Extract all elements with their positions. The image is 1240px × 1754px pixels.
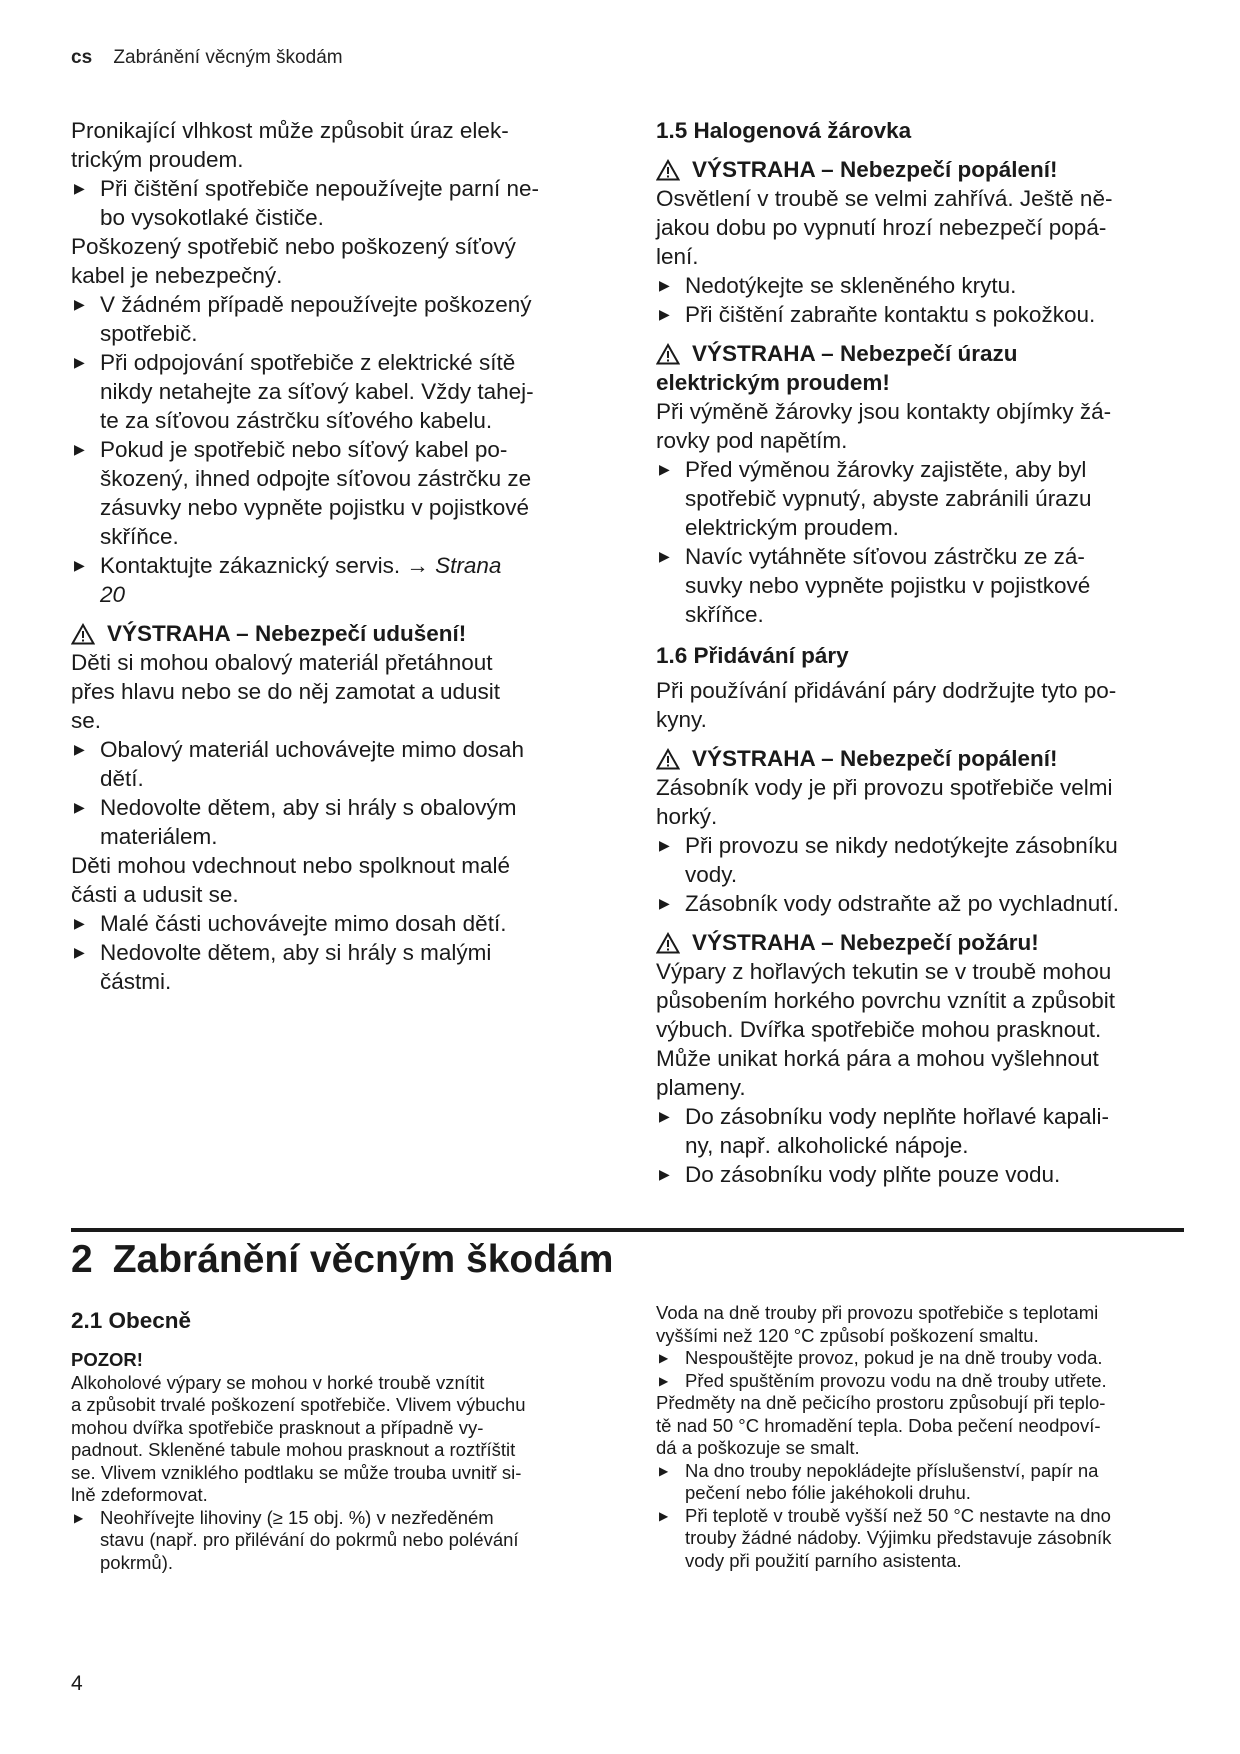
warning-triangle-icon [71,623,95,645]
paragraph: Voda na dně trouby při provozu spotřebiče s teplotami vyššími než 120 °C způsobí poškození smaltu. [656,1302,1099,1346]
caution-label: POZOR! [71,1349,143,1370]
paragraph: Při výměně žárovky jsou kontakty objímky žá- rovky pod napětím. [656,399,1112,453]
section-heading-1-5: 1.5 Halogenová žárovka [656,118,912,143]
list-item: ▶ Pokud je spotřebič nebo síťový kabel po- škozený, ihned odpojte síťovou zástrčku ze zásuvky nebo vypněte pojistku v pojistkové skříňce. [74,437,532,549]
right-column [656,116,1196,1189]
paragraph: Alkoholové výpary se mohou v horké troubě vznítit a způsobit trvalé poškození spotřebiče. Vlivem výbuchu mohou dvířka spotřebiče prasknout a případně vy- padnout. Skleněné tabule mohou prasknout a roztříštit se. Vlivem vzniklého podtlaku se může trouba uvnitř si- lně zdeformovat. [71,1371,526,1505]
chapter-number: 2 [71,1238,93,1281]
bullet-icon: ▶ [659,837,670,853]
chapter-title: Zabránění věcným škodám [112,1238,614,1281]
page-reference-link[interactable]: → Strana 20 [100,553,502,607]
bullet-icon: ▶ [74,741,85,757]
warning-heading: VÝSTRAHA – Nebezpečí popálení! [656,744,1196,773]
list-item: ▶ Před výměnou žárovky zajistěte, aby byl spotřebič vypnutý, abyste zabránili úrazu elektrickým proudem. [659,457,1092,540]
warning-triangle-icon [656,159,680,181]
paragraph: Osvětlení v troubě se velmi zahřívá. Ještě ně- jakou dobu po vypnutí hrozí nebezpečí popá- lení. [656,186,1113,269]
bullet-icon: ▶ [659,277,670,293]
paragraph: Děti mohou vdechnout nebo spolknout malé části a udusit se. [71,853,511,907]
bullet-icon: ▶ [74,296,85,312]
bullet-icon: ▶ [74,557,85,573]
bullet-icon: ▶ [659,1166,670,1182]
section2-left-column [71,1306,611,1574]
list-item: ▶ Před spuštěním provozu vodu na dně trouby utřete. [659,1369,1107,1391]
list-item: ▶ Nedovolte dětem, aby si hrály s obalovým materiálem. [74,795,517,849]
warning-heading: VÝSTRAHA – Nebezpečí požáru! [656,928,1196,957]
bullet-icon: ▶ [659,306,670,322]
bullet-icon: ▶ [74,915,85,931]
list-item: ▶ V žádném případě nepoužívejte poškozený spotřebič. [74,292,532,346]
paragraph: Děti si mohou obalový materiál přetáhnout přes hlavu nebo se do něj zamotat a udusit se. [71,650,501,733]
section-divider [71,1228,1184,1232]
list-item: ▶ Navíc vytáhněte síťovou zástrčku ze zá- suvky nebo vypněte pojistku v pojistkové skříňce. [659,544,1091,627]
list-item: ▶ Malé části uchovávejte mimo dosah dětí. [74,911,507,936]
section2-right-column [656,1302,1196,1572]
chapter-heading [71,1238,613,1282]
list-item: ▶ Na dno trouby nepokládejte příslušenství, papír na pečení nebo fólie jakéhokoli druhu. [659,1459,1099,1503]
warning-heading: VÝSTRAHA – Nebezpečí udušení! [71,619,611,648]
list-item: ▶ Při provozu se nikdy nedotýkejte zásobníku vody. [659,833,1118,887]
bullet-icon: ▶ [659,1373,669,1388]
bullet-icon: ▶ [74,354,85,370]
header-title: Zabránění věcným škodám [113,47,343,68]
page-number: 4 [71,1672,83,1695]
list-item: ▶ Nedovolte dětem, aby si hrály s malými částmi. [74,940,492,994]
section-heading-1-6: 1.6 Přidávání páry [656,643,849,668]
paragraph: Výpary z hořlavých tekutin se v troubě mohou působením horkého povrchu vznítit a způsobit výbuch. Dvířka spotřebiče mohou prasknout. Může unikat horká pára a mohou vyšlehnout plameny. [656,959,1116,1100]
warning-heading: VÝSTRAHA – Nebezpečí popálení! [656,155,1196,184]
bullet-icon: ▶ [659,461,670,477]
list-item: ▶ Kontaktujte zákaznický servis. → Strana 20 [74,553,502,607]
warning-triangle-icon [656,748,680,770]
list-item: ▶ Do zásobníku vody plňte pouze vodu. [659,1162,1061,1187]
list-item: ▶ Při čištění zabraňte kontaktu s pokožkou. [659,302,1096,327]
list-item: ▶ Do zásobníku vody neplňte hořlavé kapali- ny, např. alkoholické nápoje. [659,1104,1110,1158]
bullet-icon: ▶ [74,441,85,457]
bullet-icon: ▶ [74,944,85,960]
paragraph: Pronikající vlhkost může způsobit úraz elek- trickým proudem. [71,118,509,172]
warning-heading: VÝSTRAHA – Nebezpečí úrazu elektrickým proudem! [656,341,1018,395]
left-column [71,116,611,996]
bullet-icon: ▶ [659,1108,670,1124]
paragraph: Předměty na dně pečicího prostoru způsobují při teplo- tě nad 50 °C hromadění tepla. Doba pečení neodpoví- dá a poškozuje se smalt. [656,1392,1106,1458]
list-item: ▶ Při teplotě v troubě vyšší než 50 °C nestavte na dno trouby žádné nádoby. Výjimku představuje zásobník vody při použití parního asistenta. [659,1504,1112,1571]
language-code: cs [71,47,93,68]
warning-triangle-icon [656,343,680,365]
list-item: ▶ Obalový materiál uchovávejte mimo dosah dětí. [74,737,524,791]
paragraph: Při používání přidávání páry dodržujte tyto po- kyny. [656,678,1117,732]
bullet-icon: ▶ [74,180,85,196]
list-item: ▶ Zásobník vody odstraňte až po vychladnutí. [659,891,1120,916]
list-item: ▶ Při odpojování spotřebiče z elektrické sítě nikdy netahejte za síťový kabel. Vždy tahej- te za síťovou zástrčku síťového kabelu. [74,350,534,433]
bullet-icon: ▶ [659,1463,669,1478]
list-item: ▶ Nespouštějte provoz, pokud je na dně trouby voda. [659,1347,1103,1368]
bullet-icon: ▶ [659,1508,669,1523]
bullet-icon: ▶ [659,895,670,911]
section-heading-2-1: 2.1 Obecně [71,1308,192,1333]
list-item: ▶ Nedotýkejte se skleněného krytu. [659,273,1017,298]
bullet-icon: ▶ [74,1510,84,1525]
bullet-icon: ▶ [659,548,670,564]
bullet-icon: ▶ [659,1351,669,1365]
paragraph: Poškozený spotřebič nebo poškozený síťový kabel je nebezpečný. [71,234,516,288]
list-item: ▶ Při čištění spotřebiče nepoužívejte parní ne- bo vysokotlaké čističe. [74,176,539,230]
bullet-icon: ▶ [74,799,85,815]
paragraph: Zásobník vody je při provozu spotřebiče velmi horký. [656,775,1113,829]
warning-triangle-icon [656,932,680,954]
page-header [71,47,343,69]
list-item: ▶ Neohřívejte lihoviny (≥ 15 obj. %) v nezředěném stavu (např. pro přilévání do pokrmů nebo polévání pokrmů). [74,1506,519,1573]
